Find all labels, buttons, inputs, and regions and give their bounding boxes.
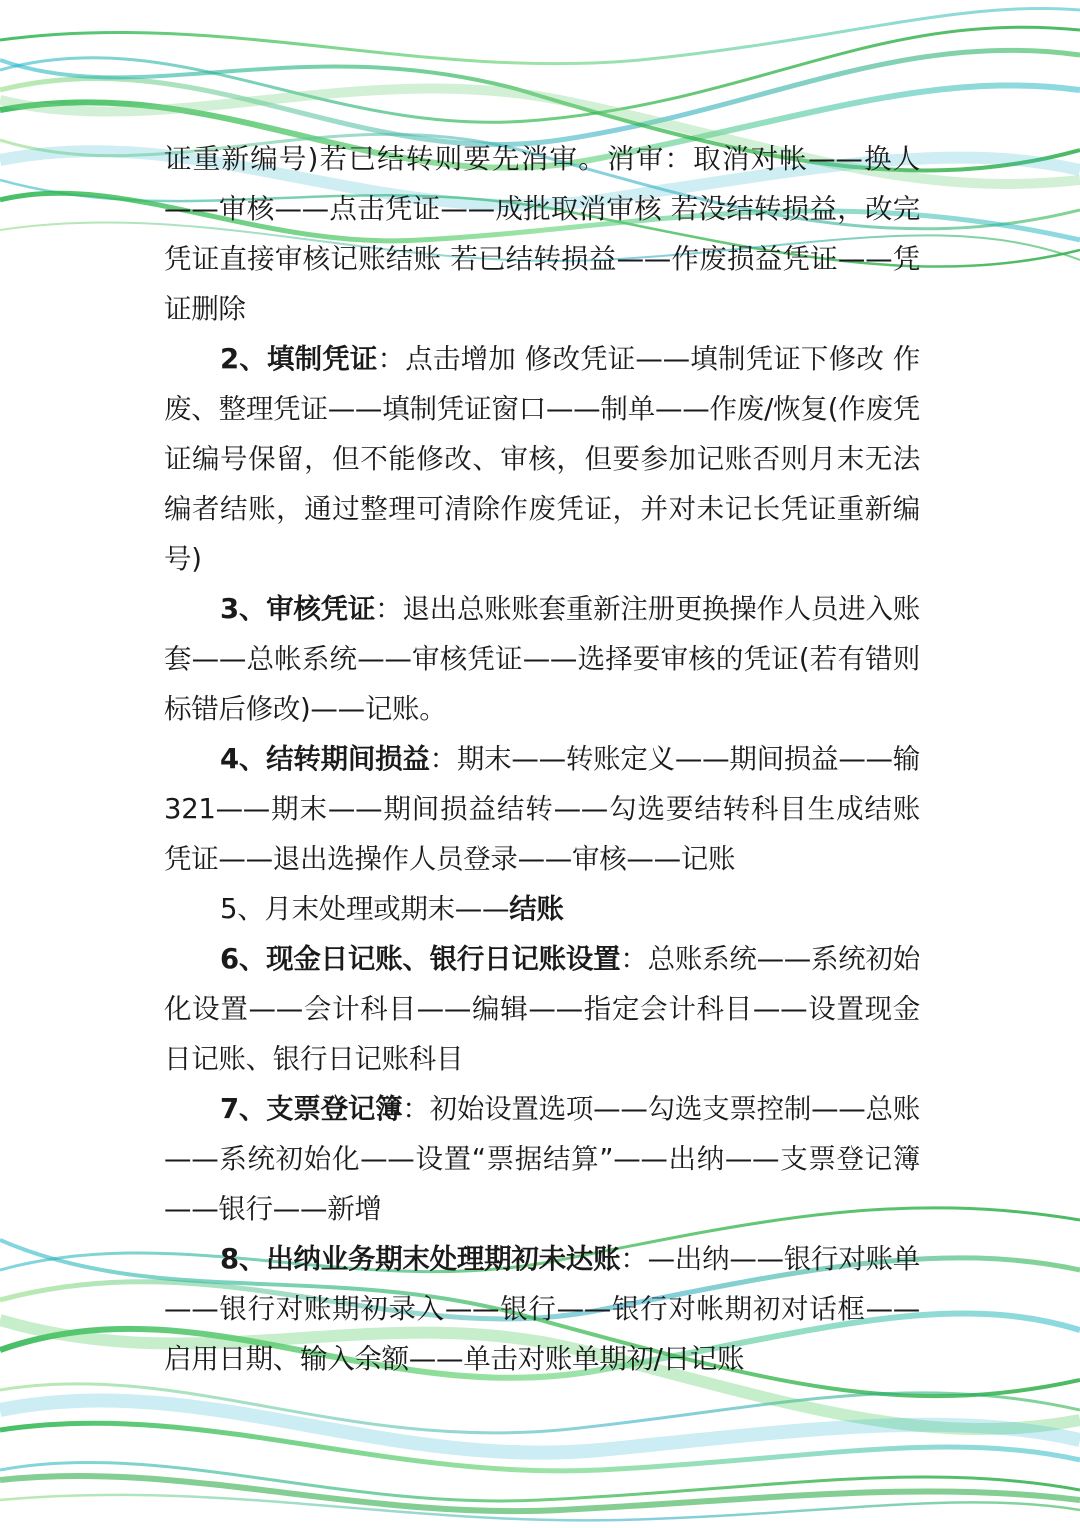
heading-separator: ： bbox=[375, 593, 403, 625]
paragraph-text: 期末——转账定义——期间损益——输 321——期末——期间损益结转——勾选要结转科目生成结账凭证——退出选操作人员登录——审核——记账 bbox=[164, 743, 921, 875]
paragraph-text: 5、月末处理或期末—— bbox=[220, 893, 510, 925]
paragraph-6 bbox=[164, 934, 920, 1084]
paragraph-2 bbox=[164, 334, 920, 584]
paragraph-heading: 3、审核凭证 bbox=[220, 593, 376, 625]
paragraph-1 bbox=[164, 134, 920, 334]
paragraph-heading: 2、填制凭证 bbox=[220, 343, 378, 375]
paragraph-bold-tail: 结账 bbox=[509, 893, 564, 925]
paragraph-8 bbox=[164, 1234, 920, 1384]
paragraph-text: 初始设置选项——勾选支票控制——总账——系统初始化——设置“票据结算”——出纳——支票登记簿——银行——新增 bbox=[164, 1093, 920, 1225]
heading-separator: ： bbox=[429, 743, 457, 775]
document-body bbox=[164, 134, 920, 1384]
paragraph-3 bbox=[164, 584, 920, 734]
paragraph-text: 点击增加 修改凭证——填制凭证下修改 作废、整理凭证——填制凭证窗口——制单——作废/恢复(作废凭证编号保留，但不能修改、审核，但要参加记账否则月末无法编者结账，通过整理可清除作废凭证，并对未记长凭证重新编号) bbox=[164, 343, 921, 575]
paragraph-text: 退出总账账套重新注册更换操作人员进入账套——总帐系统——审核凭证——选择要审核的凭证(若有错则标错后修改)——记账。 bbox=[164, 593, 920, 725]
heading-separator: ： bbox=[377, 343, 406, 375]
paragraph-text: 总账系统——系统初始化设置——会计科目——编辑——指定会计科目——设置现金日记账、银行日记账科目 bbox=[164, 943, 920, 1075]
paragraph-heading: 7、支票登记簿 bbox=[220, 1093, 403, 1125]
paragraph-7 bbox=[164, 1084, 920, 1234]
paragraph-text: 证重新编号)若已结转则要先消审。消审：取消对帐——换人——审核——点击凭证——成批取消审核 若没结转损益，改完凭证直接审核记账结账 若已结转损益——作废损益凭证——凭证删除 bbox=[164, 143, 920, 325]
paragraph-heading: 4、结转期间损益 bbox=[220, 743, 430, 775]
heading-separator: ： bbox=[402, 1093, 430, 1125]
heading-separator: ： bbox=[620, 943, 648, 975]
heading-separator: ： bbox=[620, 1243, 648, 1275]
paragraph-text: —出纳——银行对账单——银行对账期初录入——银行——银行对帐期初对话框——启用日期、输入余额——单击对账单期初/日记账 bbox=[164, 1243, 920, 1375]
paragraph-heading: 8、出纳业务期末处理期初未达账 bbox=[220, 1243, 621, 1275]
paragraph-4 bbox=[164, 734, 920, 884]
paragraph-heading: 6、现金日记账、银行日记账设置 bbox=[220, 943, 621, 975]
paragraph-5 bbox=[164, 884, 920, 934]
